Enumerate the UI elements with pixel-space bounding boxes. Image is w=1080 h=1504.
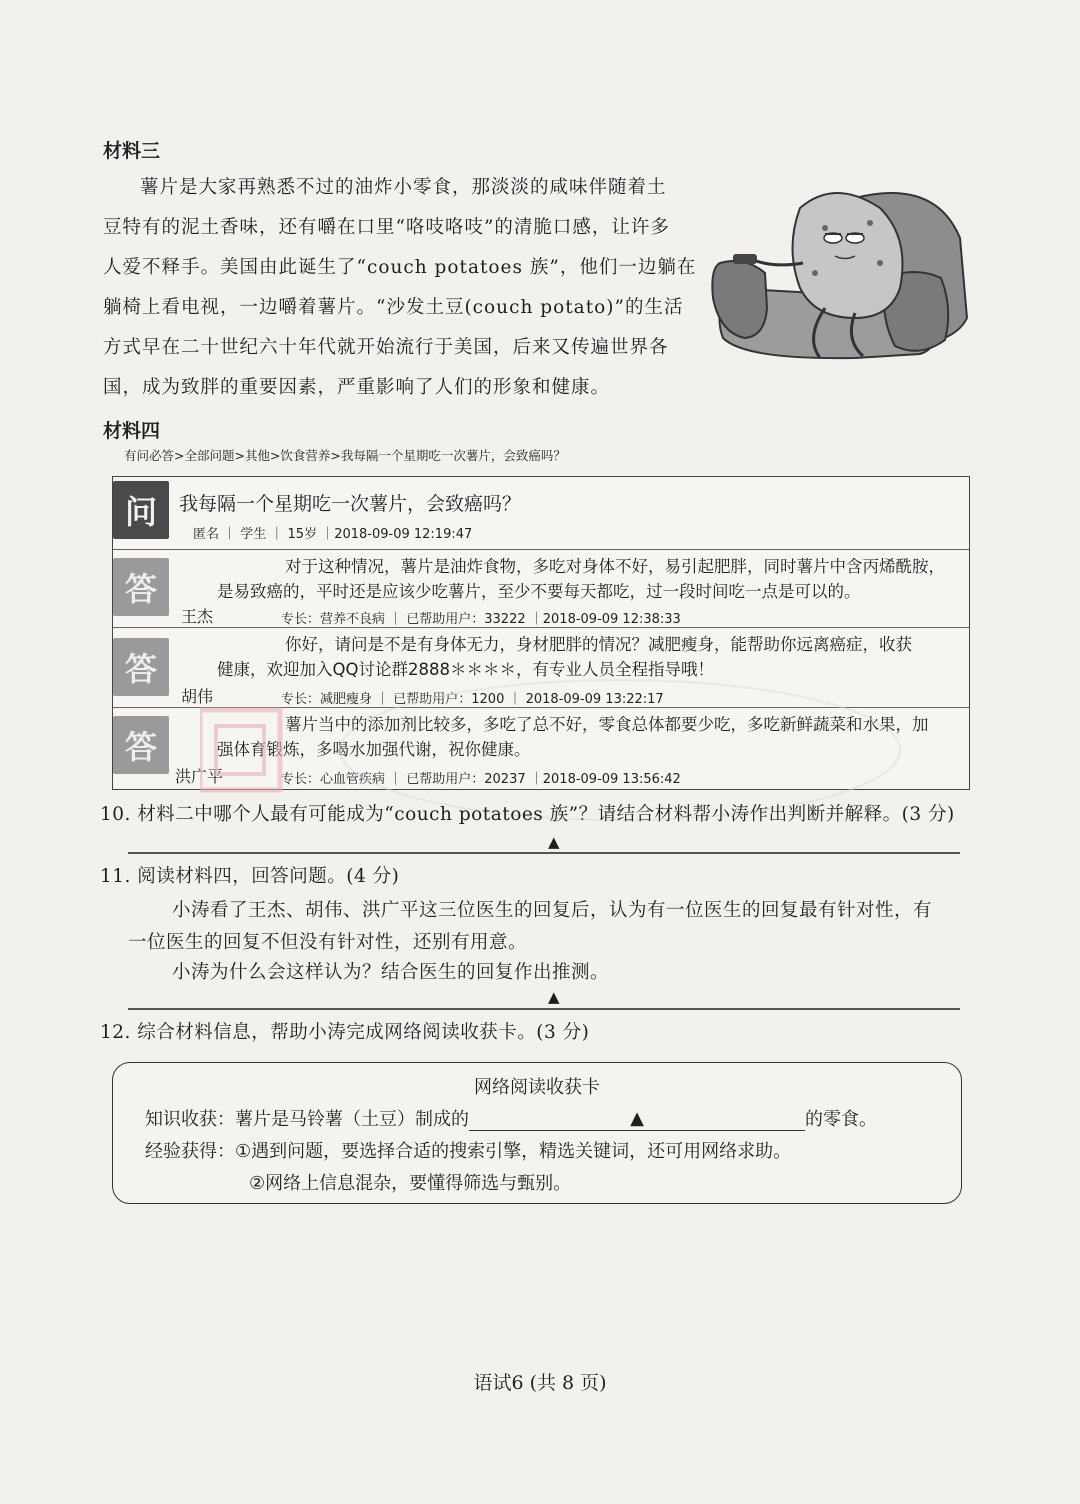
knowledge-label: 知识收获： <box>145 1109 235 1130</box>
material3-line: 躺椅上看电视，一边嚼着薯片。“沙发土豆(couch potato)”的生活 <box>103 297 684 318</box>
answer-badge: 答 <box>113 716 169 774</box>
knowledge-line <box>145 1105 877 1131</box>
material3-heading: 材料三 <box>103 140 161 162</box>
answer-meta: 专长：减肥瘦身 ｜ 已帮助用户：1200 ｜ 2018-09-09 13:22:17 <box>281 692 664 707</box>
material3-line: 薯片是大家再熟悉不过的油炸小零食，那淡淡的咸味伴随着土 <box>140 177 667 198</box>
card-title: 网络阅读收获卡 <box>474 1077 600 1098</box>
question-11-title: 11. 阅读材料四，回答问题。(4 分) <box>100 866 400 887</box>
forum-panel <box>112 476 970 790</box>
material3-line: 方式早在二十世纪六十年代就开始流行于美国，后来又传遍世界各 <box>103 337 669 358</box>
answer-text <box>217 554 951 604</box>
answer-line-q10[interactable] <box>128 852 960 854</box>
knowledge-post: 的零食。 <box>805 1109 877 1130</box>
question-11-line: 一位医生的回复不但没有针对性，还别有用意。 <box>128 932 528 953</box>
material3-line: 豆特有的泥土香味，还有嚼在口里“咯吱咯吱”的清脆口感，让许多 <box>103 217 670 238</box>
answer-marker: ▲ <box>630 1108 644 1129</box>
question-row <box>113 477 969 547</box>
experience-item: ①遇到问题，要选择合适的搜索引擎，精选关键词，还可用网络求助。 <box>235 1141 792 1162</box>
answer-row <box>113 627 969 706</box>
question-10: 10. 材料二中哪个人最有可能成为“couch potatoes 族”？请结合材料帮小涛作出判断并解释。(3 分) <box>100 804 955 825</box>
answer-text <box>217 712 951 762</box>
answer-line: 对于这种情况，薯片是油炸食物，多吃对身体不好，易引起肥胖，同时薯片中含丙烯酰胺， <box>285 557 945 576</box>
answer-badge: 答 <box>113 558 169 616</box>
answer-line: 强体育锻炼，多喝水加强代谢，祝你健康。 <box>217 740 531 759</box>
page-footer: 语试6 (共 8 页) <box>473 1372 607 1394</box>
answer-line: 你好，请问是不是有身体无力，身材肥胖的情况？减肥瘦身，能帮助你远离癌症，收获 <box>285 635 912 654</box>
knowledge-pre: 薯片是马铃薯（土豆）制成的 <box>235 1109 469 1130</box>
knowledge-blank[interactable] <box>469 1108 805 1131</box>
question-12-title: 12. 综合材料信息，帮助小涛完成网络阅读收获卡。(3 分) <box>100 1022 590 1043</box>
answer-line: 薯片当中的添加剂比较多，多吃了总不好，零食总体都要少吃，多吃新鲜蔬菜和水果，加 <box>285 715 929 734</box>
answer-text <box>217 632 951 682</box>
doctor-name: 胡伟 <box>181 687 214 706</box>
question-badge: 问 <box>113 481 169 539</box>
reading-harvest-card <box>112 1062 962 1204</box>
experience-line <box>145 1137 791 1163</box>
material3-text <box>103 168 703 408</box>
question-11-line: 小涛为什么会这样认为？结合医生的回复作出推测。 <box>172 962 610 983</box>
material3-line: 国，成为致胖的重要因素，严重影响了人们的形象和健康。 <box>103 377 611 398</box>
answer-meta: 专长：营养不良病 ｜ 已帮助用户：33222 ｜2018-09-09 12:38:33 <box>281 612 681 627</box>
answer-row <box>113 707 969 788</box>
question-text: 我每隔一个星期吃一次薯片，会致癌吗？ <box>179 493 522 515</box>
couch-potato-illustration <box>705 168 970 368</box>
answer-marker: ▲ <box>548 833 560 851</box>
question-meta: 匿名 ｜ 学生 ｜ 15岁 ｜2018-09-09 12:19:47 <box>193 527 473 542</box>
answer-line: 健康，欢迎加入QQ讨论群2888＊＊＊＊，有专业人员全程指导哦！ <box>217 660 714 679</box>
forum-breadcrumb: 有问必答>全部问题>其他>饮食营养>我每隔一个星期吃一次薯片，会致癌吗？ <box>124 448 566 463</box>
experience-item: ②网络上信息混杂，要懂得筛选与甄别。 <box>249 1173 572 1194</box>
question-11-line: 小涛看了王杰、胡伟、洪广平这三位医生的回复后，认为有一位医生的回复最有针对性，有 <box>172 900 933 921</box>
doctor-name: 洪广平 <box>175 767 224 786</box>
experience-label: 经验获得： <box>145 1141 235 1162</box>
answer-line: 是易致癌的，平时还是应该少吃薯片，至少不要每天都吃，过一段时间吃一点是可以的。 <box>217 582 861 601</box>
doctor-name: 王杰 <box>181 607 214 626</box>
answer-row <box>113 549 969 626</box>
answer-line-q11[interactable] <box>128 1008 960 1010</box>
material3-line: 人爱不释手。美国由此诞生了“couch potatoes 族”，他们一边躺在 <box>103 257 697 278</box>
answer-meta: 专长：心血管疾病 ｜ 已帮助用户：20237 ｜2018-09-09 13:56:42 <box>281 772 681 787</box>
answer-marker: ▲ <box>548 988 560 1006</box>
material4-heading: 材料四 <box>103 420 161 442</box>
answer-badge: 答 <box>113 638 169 696</box>
